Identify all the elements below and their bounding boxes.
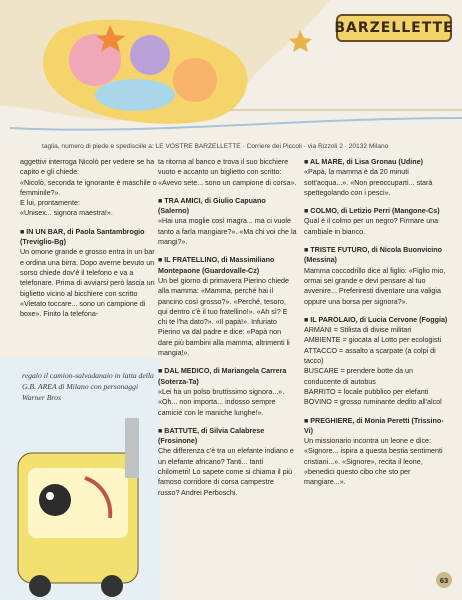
parolaio-line: BARRITO = locale pubblico per elefanti — [304, 387, 429, 396]
joke-heading: ■ IL FRATELLINO, di Massimiliano Montepaone (Guardovalle-Cz) — [158, 256, 275, 275]
joke-heading: ■ DAL MEDICO, di Mariangela Carrera (Soterza-Ta) — [158, 367, 287, 386]
col2-intro: ta ritorna al banco e trova il suo bicchiere vuoto e accanto un biglietto con scritto: «Avevo sete... sono un campione di corsa». — [158, 158, 297, 187]
joke-body: Mamma coccodrillo dice al figlio: «Figlio mio, ormai sei grande e devi pensare al tuo avvenire... Preferiresti diventare una valigia oppure una borsa per signora?». — [304, 266, 446, 306]
column-3 — [304, 157, 450, 488]
column-2 — [158, 157, 297, 498]
col1-intro-2: «Nicolò, seconda te ignorante è maschile o femminile?». — [20, 178, 157, 197]
joke-heading: ■ PREGHIERE, di Monia Peretti (Trissino-Vi) — [304, 416, 444, 435]
submission-credit: taglia, numero di piede e spedisciile a: LE VOSTRE BARZELLETTE · Corriere dei Piccoli · via Rizzoli 2 · 20132 Milano — [42, 143, 389, 150]
promo-caption: regalo il camion-salvadanaio in latta della G.B. AREA di Milano con personaggi Warner Bros — [22, 371, 154, 402]
joke-heading: ■ BATTUTE, di Silvia Calabrese (Frosinone) — [158, 426, 265, 446]
parolaio-line: ARMANI = Stilista di divise militari — [304, 326, 412, 335]
joke-heading: ■ IN UN BAR, di Paola Santambrogio (Treviglio-Bg) — [20, 227, 145, 247]
parolaio-line: ATTACCO = assalto a scarpate (a colpi di tacco) — [304, 346, 436, 366]
parolaio-line: BUSCARE = prendere botte da un conducente di autobus — [304, 367, 413, 386]
page-title — [336, 14, 452, 42]
col1-intro-3: E lui, prontamente: — [20, 199, 80, 208]
page-title-text: BARZELLETTE — [334, 20, 454, 36]
col1-intro-4: «Unisex... signora maestra!». — [20, 209, 113, 218]
joke-body: Qual è il colmo per un negro? Firmare una cambiale in bianco. — [304, 217, 439, 236]
joke-body: «Lei ha un polso bruttissimo signora...». «Oh... non importa... indosso sempre camicie con le maniche lunghe!». — [158, 387, 285, 417]
page-number: 63 — [436, 572, 452, 588]
joke-heading: ■ COLMO, di Letizio Perri (Mangone-Cs) — [304, 207, 440, 216]
joke-heading: ■ IL PAROLAIO, di Lucia Cervone (Foggia) — [304, 315, 448, 324]
joke-body: Un missionario incontra un leone e dice: «Signore... ispira a questa bestia sentimenti cristiani...». «Signore», recita il leone, «benedici questo cibo che sto per mangiare...». — [304, 437, 443, 487]
parolaio-line: AMBIENTE = giocata al Lotto per ecologisti — [304, 336, 442, 345]
joke-body: Un omone grande e grosso entra in un bar e ordina una birra. Dopo averne bevuto un sorso chiede dov'è il telefono e va a telefonare. Prima di avviarsi però lascia un biglietto vicino al bicchiere con scritto «Vietato toccare... sono un campione di boxe». Finito la telefona- — [20, 248, 155, 319]
joke-body: «Papà, la mamma è da 20 minuti sott'acqua...». «Non preoccuparti... starà spettegolando con i pesci». — [304, 168, 433, 197]
parolaio-line: BOVINO = grosso ruminante dedito all'alcol — [304, 398, 442, 407]
joke-body: «Hai una moglie così magra... ma ci vuole tanto a farla mangiare?». «Ma chi voi che la mangi?». — [158, 217, 297, 247]
col1-intro-1: aggettivi interroga Nicolò per vedere se ha capito e gli chiede: — [20, 158, 155, 177]
joke-heading: ■ TRISTE FUTURO, di Nicola Buonvicino (Messina) — [304, 246, 443, 265]
joke-body: Che differenza c'è tra un elefante indiano e un elefante africano? Tanti... tanti chilometri! Lo sapete come si chiama il più famoso corridore di corsa campestre russo? Andrei Perboschi. — [158, 447, 294, 497]
joke-body: Un bel giorno di primavera Pierino chiede alla mamma: «Mamma, perché hai il pancino così grosso?». «Perché, tesoro, qui dentro c'è il tuo fratellino!». «Ah sì? E chi te l'ha dato?». «Il papà!». Infuriato Pierino va dal padre e dice: «Papà non dare più bambini alla mamma, altrimenti li mangia!». — [158, 276, 290, 358]
joke-heading: ■ TRA AMICI, di Giulio Capuano (Salerno) — [158, 196, 266, 216]
joke-heading: ■ AL MARE, di Lisa Gronau (Udine) — [304, 158, 423, 166]
column-1 — [20, 157, 157, 319]
